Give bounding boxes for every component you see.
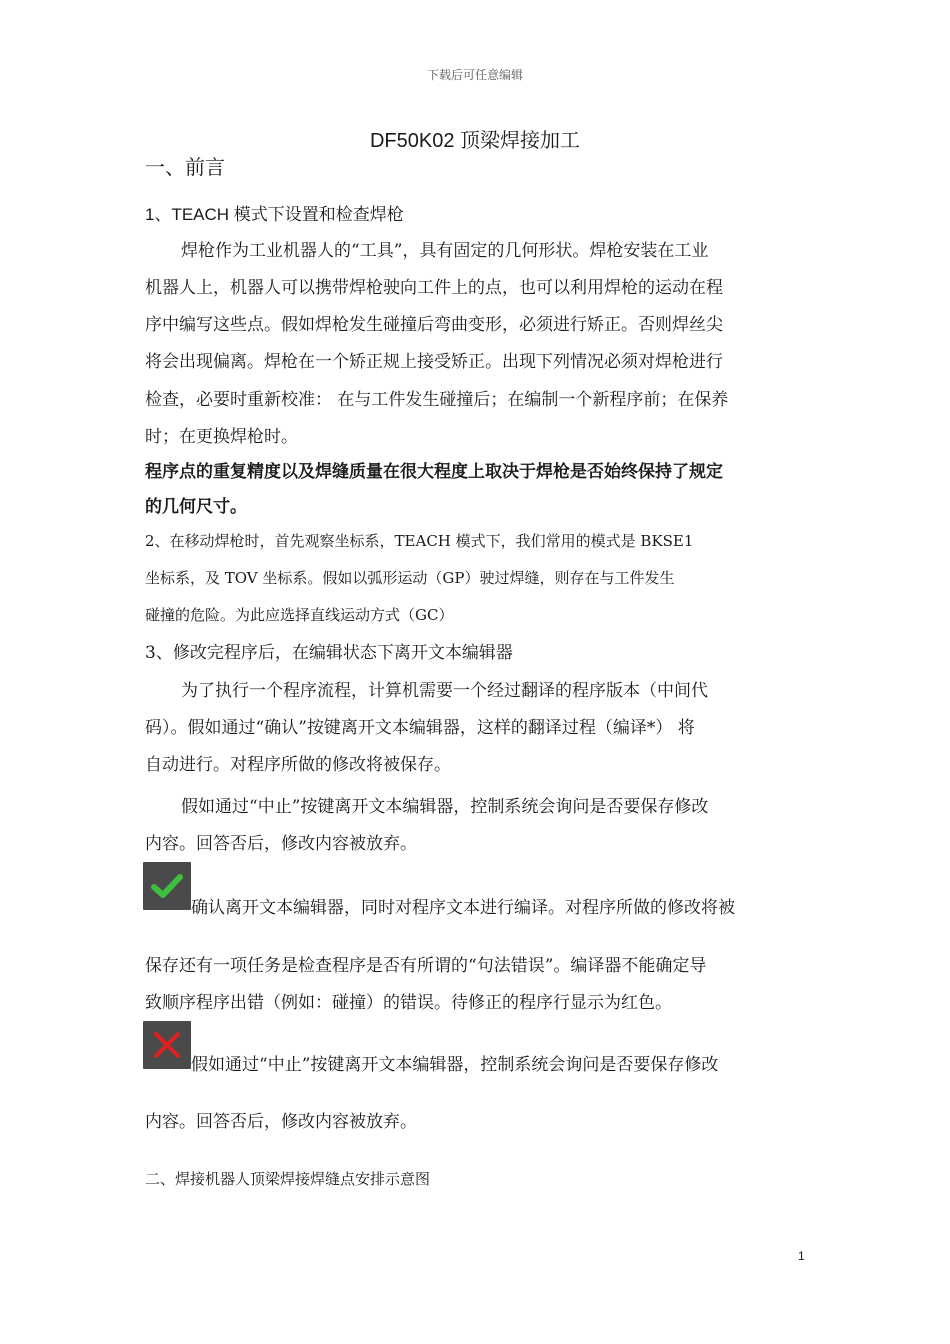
item1-heading: 1、TEACH 模式下设置和检查焊枪: [145, 205, 404, 224]
item2-line: 坐标系，及 TOV 坐标系。假如以弧形运动（GP）驶过焊缝，则存在与工件发生: [145, 569, 675, 587]
abort-line: 假如通过“中止”按键离开文本编辑器，控制系统会询问是否要保存修改: [191, 1055, 719, 1075]
confirm-line: 确认离开文本编辑器，同时对程序文本进行编译。对程序所做的修改将被: [191, 898, 735, 918]
paragraph-line: 码）。假如通过“确认”按键离开文本编辑器，这样的翻译过程（编译*） 将: [145, 718, 695, 738]
paragraph-line: 序中编写这些点。假如焊枪发生碰撞后弯曲变形，必须进行矫正。否则焊丝尖: [145, 315, 723, 335]
paragraph-line: 时；在更换焊枪时。: [145, 427, 298, 447]
paragraph-line: 检查，必要时重新校准： 在与工件发生碰撞后；在编制一个新程序前；在保养: [145, 390, 729, 410]
page-number: 1: [798, 1249, 805, 1263]
paragraph-line: 致顺序程序出错（例如：碰撞）的错误。待修正的程序行显示为红色。: [145, 993, 672, 1013]
cross-icon: [143, 1021, 191, 1069]
item2-line: 碰撞的危险。为此应选择直线运动方式（GC）: [145, 606, 454, 624]
checkmark-icon: [143, 862, 191, 910]
paragraph-line: 将会出现偏离。焊枪在一个矫正规上接受矫正。出现下列情况必须对焊枪进行: [145, 352, 723, 372]
bold-line: 的几何尺寸。: [145, 497, 247, 517]
paragraph-line: 焊枪作为工业机器人的“工具”，具有固定的几何形状。焊枪安装在工业: [181, 241, 709, 261]
bold-line: 程序点的重复精度以及焊缝质量在很大程度上取决于焊枪是否始终保持了规定: [145, 462, 723, 482]
paragraph-line: 自动进行。对程序所做的修改将被保存。: [145, 755, 451, 775]
document-title: DF50K02 顶梁焊接加工: [369, 130, 581, 152]
paragraph-line: 保存还有一项任务是检查程序是否有所谓的“句法错误”。编译器不能确定导: [145, 956, 707, 976]
item3-heading: 3、修改完程序后，在编辑状态下离开文本编辑器: [145, 643, 513, 663]
section-heading-preface: 一、前言: [145, 155, 225, 179]
section-heading-diagram: 二、焊接机器人顶梁焊接焊缝点安排示意图: [145, 1170, 431, 1188]
paragraph-line: 机器人上，机器人可以携带焊枪驶向工件上的点，也可以利用焊枪的运动在程: [145, 278, 723, 298]
paragraph-line: 为了执行一个程序流程，计算机需要一个经过翻译的程序版本（中间代: [181, 681, 708, 701]
paragraph-line: 内容。回答否后，修改内容被放弃。: [145, 834, 417, 854]
page-header: 下载后可任意编辑: [426, 68, 523, 82]
item2-line: 2、在移动焊枪时，首先观察坐标系，TEACH 模式下，我们常用的模式是 BKSE1: [145, 532, 694, 550]
paragraph-line: 内容。回答否后，修改内容被放弃。: [145, 1112, 417, 1132]
paragraph-line: 假如通过“中止”按键离开文本编辑器，控制系统会询问是否要保存修改: [181, 797, 709, 817]
